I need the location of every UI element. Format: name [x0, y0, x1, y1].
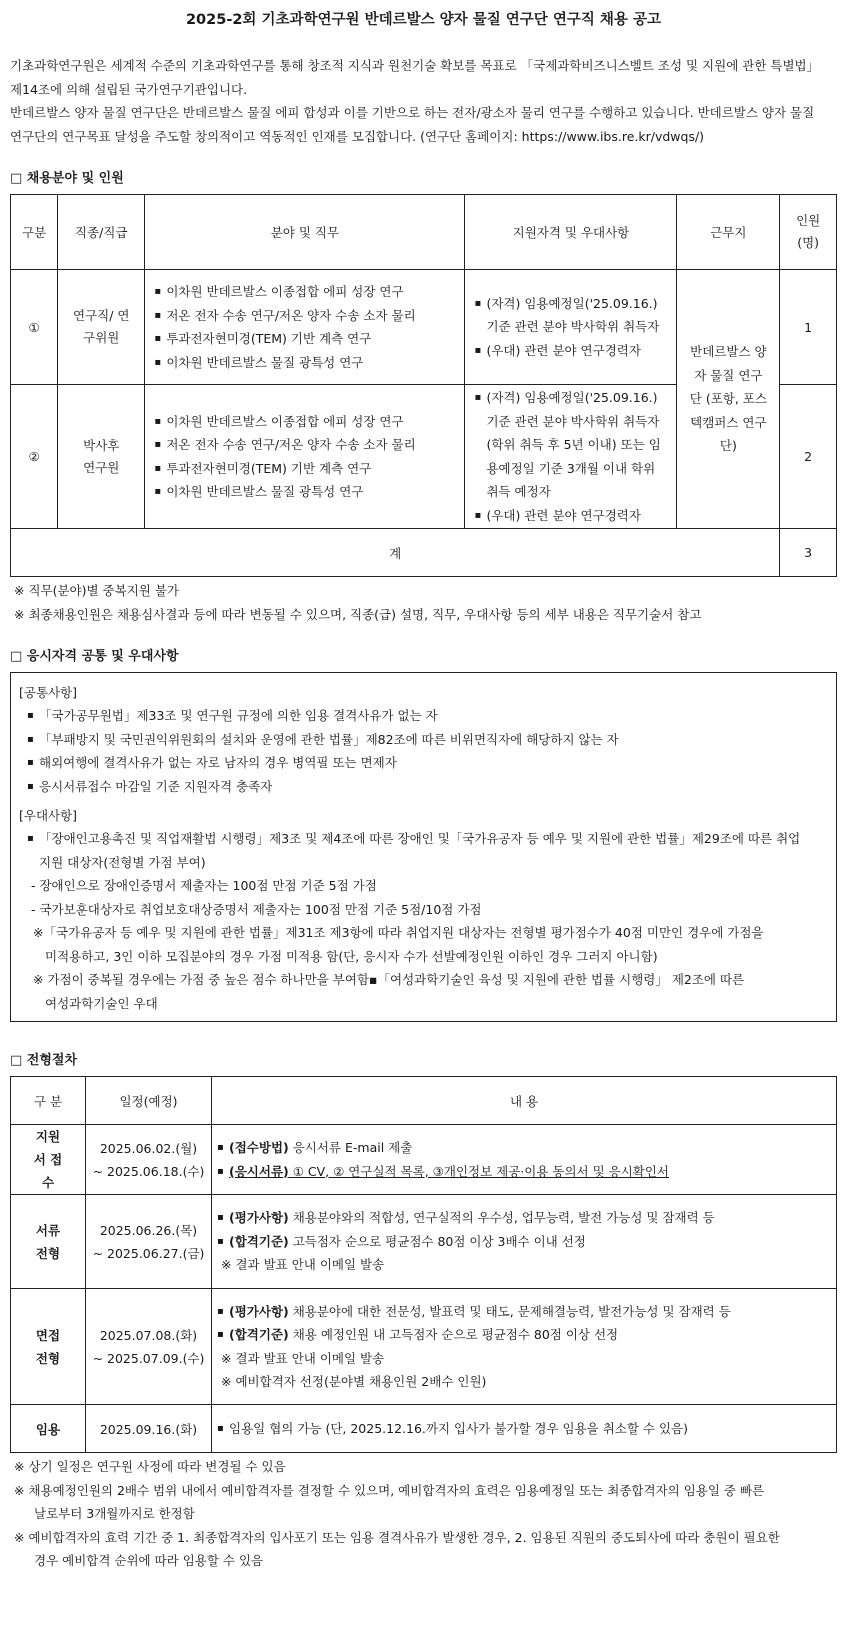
section-heading-positions: □ 채용분야 및 인원 — [10, 171, 124, 186]
stage-date — [86, 1289, 212, 1405]
list-item: ▪ 투과전자현미경(TEM) 기반 계측 연구 — [158, 327, 463, 351]
header-cell: 직종/직급 — [58, 195, 145, 270]
date-end: ~ 2025.06.27.(금) — [92, 1245, 205, 1261]
date-end: ~ 2025.07.09.(수) — [92, 1350, 205, 1366]
table-total-row — [11, 529, 837, 577]
common-label: [공통사항] — [19, 685, 78, 700]
note: ※ 결과 발표 안내 이메일 발송 — [221, 1350, 385, 1366]
row-quals — [465, 385, 677, 529]
date-start: 2025.06.02.(월) — [99, 1140, 198, 1156]
intro-line: 기초과학연구원은 세계적 수준의 기초과학연구를 통해 창조적 지식과 원천기술 확보를 목표로 「국제과학비즈니스벨트 조성 및 지원에 관한 특별법」 — [10, 58, 820, 73]
table-header-row — [11, 195, 837, 270]
pref-dash: - 국가보훈대상자로 취업보호대상증명서 제출자는 100점 만점 기준 5점/10점 가점 — [31, 901, 482, 917]
date-end: ~ 2025.06.18.(수) — [92, 1163, 205, 1179]
list-item: ▪ (우대) 관련 분야 연구경력자 — [478, 339, 665, 363]
process-table — [10, 1076, 837, 1453]
pref-note: ※ 가점이 중복될 경우에는 가점 중 높은 점수 하나만을 부여함▪「여성과학기술인 육성 및 지원에 관한 법률 시행령」 제2조에 따른 — [33, 972, 745, 987]
intro-line: 반데르발스 양자 물질 연구단은 반데르발스 물질 에피 합성과 이를 기반으로 하는 전자/광소자 물리 연구를 수행하고 있습니다. 반데르발스 양자 물질 — [10, 105, 815, 120]
pref-line: 지원 대상자(전형별 가점 부여) — [39, 854, 206, 870]
list-item: ▪ 이차원 반데르발스 물질 광특성 연구 — [158, 351, 463, 375]
stage-content — [212, 1195, 837, 1289]
header-cell: 일정(예정) — [86, 1077, 212, 1125]
row-quals — [465, 270, 677, 385]
pref-dash: - 장애인으로 장애인증명서 제출자는 100점 만점 기준 5점 가점 — [31, 878, 377, 893]
note: ※ 결과 발표 안내 이메일 발송 — [221, 1257, 385, 1273]
list-item: ▪ 이차원 반데르발스 물질 광특성 연구 — [158, 480, 463, 504]
list-item: ▪ 저온 전자 수송 연구/저온 양자 수송 소자 물리 — [158, 433, 463, 457]
intro — [10, 54, 837, 148]
note: ※ 직무(분야)별 중복지원 불가 — [14, 583, 179, 598]
pref-label: [우대사항] — [19, 808, 78, 823]
stage-date — [86, 1195, 212, 1289]
list-item: ▪ (자격) 임용예정일('25.09.16.) 기준 관련 분야 박사학위 취득자 — [478, 292, 665, 339]
intro-line: 제14조에 의해 설립된 국가연구기관입니다. — [10, 81, 248, 97]
pref-note: 여성과학기술인 우대 — [45, 995, 158, 1011]
row-number: ② — [11, 385, 58, 529]
stage-content — [212, 1125, 837, 1195]
stage-date: 2025.09.16.(화) — [86, 1405, 212, 1453]
stage-content — [212, 1289, 837, 1405]
stage-name: 임용 — [11, 1405, 86, 1453]
list-item: ▪ (합격기준) 고득점자 순으로 평균점수 80점 이상 3배수 이내 선정 — [221, 1230, 835, 1254]
workplace-cell: 반데르발스 양자 물질 연구단 (포항, 포스텍캠퍼스 연구단) — [677, 270, 780, 529]
row-number: ① — [11, 270, 58, 385]
note: 경우 예비합격 순위에 따라 임용할 수 있음 — [34, 1553, 264, 1568]
process-notes — [14, 1455, 837, 1573]
list-item: ▪ (자격) 임용예정일('25.09.16.) 기준 관련 분야 박사학위 취득자(학위 취득 후 5년 이내) 또는 임용예정일 기준 3개월 이내 학위 취득 예정자 — [478, 386, 665, 504]
note: 날로부터 3개월까지로 한정함 — [34, 1506, 195, 1521]
list-item: ▪ 저온 전자 수송 연구/저온 양자 수송 소자 물리 — [158, 304, 463, 328]
eligibility-box — [10, 672, 837, 1022]
header-cell: 구분 — [11, 195, 58, 270]
table-row — [11, 1405, 837, 1453]
table-row — [11, 1289, 837, 1405]
note: ※ 상기 일정은 연구원 사정에 따라 변경될 수 있음 — [14, 1459, 286, 1474]
header-cell: 내 용 — [212, 1077, 837, 1125]
header-cell: 근무지 — [677, 195, 780, 270]
list-item: ▪ 「부패방지 및 국민권익위원회의 설치와 운영에 관한 법률」제82조에 따른 비위면직자에 해당하지 않는 자 — [31, 728, 828, 752]
page-title: 2025-2회 기초과학연구원 반데르발스 양자 물질 연구단 연구직 채용 공고 — [185, 12, 662, 28]
intro-line: 연구단의 연구목표 달성을 주도할 창의적이고 역동적인 인재를 모집합니다. (연구단 홈페이지: https://www.ibs.re.kr/vdwqs/) — [10, 128, 705, 144]
stage-name: 지원서 접수 — [11, 1125, 86, 1195]
list-item: ▪ (합격기준) 채용 예정인원 내 고득점자 순으로 평균점수 80점 이상 선정 — [221, 1323, 835, 1347]
header-cell: 분야 및 직무 — [145, 195, 465, 270]
section-heading-eligibility: □ 응시자격 공통 및 우대사항 — [10, 649, 179, 664]
note: ※ 최종채용인원은 채용심사결과 등에 따라 변동될 수 있으며, 직종(급) 설명, 직무, 우대사항 등의 세부 내용은 직무기술서 참고 — [14, 606, 702, 622]
date-start: 2025.06.26.(목) — [99, 1222, 198, 1238]
total-label: 계 — [11, 529, 780, 577]
list-item: ▪ (평가사항) 채용분야에 대한 전문성, 발표력 및 태도, 문제해결능력, 발전가능성 및 잠재력 등 — [221, 1300, 835, 1324]
row-type: 박사후 연구원 — [58, 385, 145, 529]
positions-table — [10, 194, 837, 577]
section-heading-process: □ 전형절차 — [10, 1053, 78, 1068]
list-item: ▪ 임용일 협의 가능 (단, 2025.12.16.까지 입사가 불가할 경우 임용을 취소할 수 있음) — [221, 1417, 835, 1441]
row-duties — [145, 385, 465, 529]
row-count: 1 — [780, 270, 837, 385]
note: ※ 예비합격자의 효력 기간 중 1. 최종합격자의 입사포기 또는 임용 결격사유가 발생한 경우, 2. 임용된 직원의 중도퇴사에 따라 충원이 필요한 — [14, 1529, 780, 1545]
table-row — [11, 270, 837, 385]
row-count: 2 — [780, 385, 837, 529]
list-item: ▪ (응시서류) ① CV, ② 연구실적 목록, ③개인정보 제공·이용 동의서 및 응시확인서 — [221, 1160, 835, 1184]
note: ※ 예비합격자 선정(분야별 채용인원 2배수 인원) — [221, 1374, 487, 1389]
positions-notes — [14, 579, 837, 626]
stage-content — [212, 1405, 837, 1453]
list-item: ▪ 「장애인고용촉진 및 직업재활법 시행령」제3조 및 제4조에 따른 장애인 및「국가유공자 등 예우 및 지원에 관한 법률」제29조에 따른 취업 — [31, 827, 828, 851]
stage-date — [86, 1125, 212, 1195]
table-row — [11, 1125, 837, 1195]
list-item: ▪ (평가사항) 채용분야와의 적합성, 연구실적의 우수성, 업무능력, 발전 가능성 및 잠재력 등 — [221, 1206, 835, 1230]
pref-note: ※「국가유공자 등 예우 및 지원에 관한 법률」제31조 제3항에 따라 취업지원 대상자는 전형별 평가점수가 40점 미만인 경우에 가점을 — [33, 925, 764, 940]
stage-name: 면접 전형 — [11, 1289, 86, 1405]
list-item: ▪ 투과전자현미경(TEM) 기반 계측 연구 — [158, 457, 463, 481]
header-cell: 인원(명) — [780, 195, 837, 270]
stage-name: 서류 전형 — [11, 1195, 86, 1289]
list-item: ▪ (우대) 관련 분야 연구경력자 — [478, 504, 665, 528]
list-item: ▪ 응시서류접수 마감일 기준 지원자격 충족자 — [31, 775, 828, 799]
list-item: ▪ (접수방법) 응시서류 E-mail 제출 — [221, 1136, 835, 1160]
total-count: 3 — [780, 529, 837, 577]
list-item: ▪ 이차원 반데르발스 이종접합 에피 성장 연구 — [158, 280, 463, 304]
table-row — [11, 1195, 837, 1289]
header-cell: 지원자격 및 우대사항 — [465, 195, 677, 270]
date-start: 2025.07.08.(화) — [99, 1327, 198, 1343]
row-duties — [145, 270, 465, 385]
list-item: ▪ 해외여행에 결격사유가 없는 자로 남자의 경우 병역필 또는 면제자 — [31, 751, 828, 775]
table-header-row — [11, 1077, 837, 1125]
pref-note: 미적용하고, 3인 이하 모집분야의 경우 가점 미적용 함(단, 응시자 수가 선발예정인원 이하인 경우 그러지 아니함) — [45, 948, 658, 964]
note: ※ 채용예정인원의 2배수 범위 내에서 예비합격자를 결정할 수 있으며, 예비합격자의 효력은 임용예정일 또는 최종합격자의 임용일 중 빠른 — [14, 1482, 765, 1498]
list-item: ▪ 이차원 반데르발스 이종접합 에피 성장 연구 — [158, 410, 463, 434]
page — [0, 10, 847, 1573]
row-type: 연구직/ 연구위원 — [58, 270, 145, 385]
header-cell: 구 분 — [11, 1077, 86, 1125]
list-item: ▪ 「국가공무원법」제33조 및 연구원 규정에 의한 임용 결격사유가 없는 자 — [31, 704, 828, 728]
